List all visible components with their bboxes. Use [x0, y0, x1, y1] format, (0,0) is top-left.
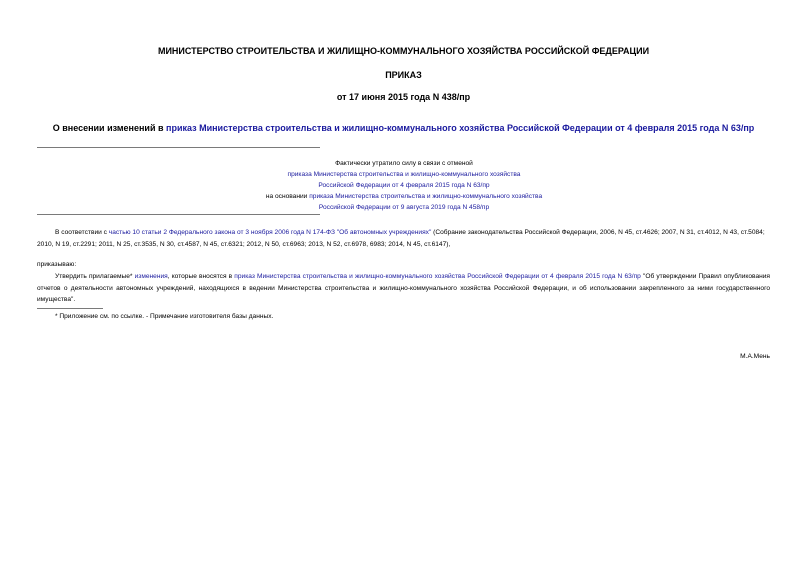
- approve-middle: , которые вносятся в: [167, 273, 235, 280]
- status-notice: [215, 158, 593, 213]
- status-link-cancel-order-line1[interactable]: приказа Министерства строительства и жилищно-коммунального хозяйства: [287, 171, 521, 178]
- approve-prefix: Утвердить прилагаемые*: [55, 273, 135, 280]
- subject-link-order-63[interactable]: приказ Министерства строительства и жилищно-коммунального хозяйства Российской Федерации от 4 февраля 2015 года N 63/пр: [166, 123, 755, 133]
- status-rule-top: [37, 147, 320, 148]
- decree-word: приказываю:: [37, 261, 77, 268]
- status-rule-bottom: [37, 214, 320, 215]
- document-subject: [0, 123, 807, 133]
- footnote-rule: [37, 308, 103, 309]
- footnote: * Приложение см. по ссылке. - Примечание изготовителя базы данных.: [55, 313, 274, 320]
- status-line: Фактически утратило силу в связи с отменой: [335, 160, 473, 167]
- subject-prefix: О внесении изменений в: [52, 123, 167, 133]
- status-link-cancel-order-line2[interactable]: Российской Федерации от 4 февраля 2015 года N 63/пр: [318, 182, 490, 189]
- status-link-basis-order-line1[interactable]: приказа Министерства строительства и жилищно-коммунального хозяйства: [309, 193, 543, 200]
- basis-link-federal-law[interactable]: частью 10 статьи 2 Федерального закона от 3 ноября 2006 года N 174-ФЗ "Об автономных учреждениях": [108, 229, 432, 236]
- ministry-title: МИНИСТЕРСТВО СТРОИТЕЛЬСТВА И ЖИЛИЩНО-КОММУНАЛЬНОГО ХОЗЯЙСТВА РОССИЙСКОЙ ФЕДЕРАЦИИ: [157, 46, 650, 56]
- approve-link-changes[interactable]: изменения: [134, 273, 168, 280]
- status-link-basis-order-line2[interactable]: Российской Федерации от 9 августа 2019 года N 458/пр: [318, 204, 490, 211]
- approve-suffix: "Об утверждении Правил опубликования отчетов о деятельности автономных учреждений, находящихся в ведении Министерства строительства и жилищно-коммунального хозяйства Российской Федерации, и об использовании закрепленного за ними государственного имущества".: [37, 273, 771, 303]
- status-basis-prefix: на основании: [265, 193, 310, 200]
- approve-link-order-63[interactable]: приказ Министерства строительства и жилищно-коммунального хозяйства Российской Федерации от 4 февраля 2015 года N 63/пр: [234, 273, 641, 280]
- basis-suffix: (Собрание законодательства Российской Федерации, 2006, N 45, ст.4626; 2007, N 31, ст.4012, N 43, ст.5084; 2010, N 19, ст.2291; 2011, N 25, ст.3535, N 30, ст.4587, N 45, ст.6321; 2012, N 50, ст.6963; 2013, N 52, ст.6978, 6983; 2014, N 45, ст.6147),: [37, 229, 765, 248]
- order-date: от 17 июня 2015 года N 438/пр: [336, 92, 471, 102]
- basis-paragraph: [37, 227, 770, 250]
- document-type: ПРИКАЗ: [385, 70, 422, 80]
- basis-prefix: В соответствии с: [55, 229, 109, 236]
- signature-name: М.А.Мень: [740, 353, 770, 360]
- approve-paragraph: [37, 271, 770, 306]
